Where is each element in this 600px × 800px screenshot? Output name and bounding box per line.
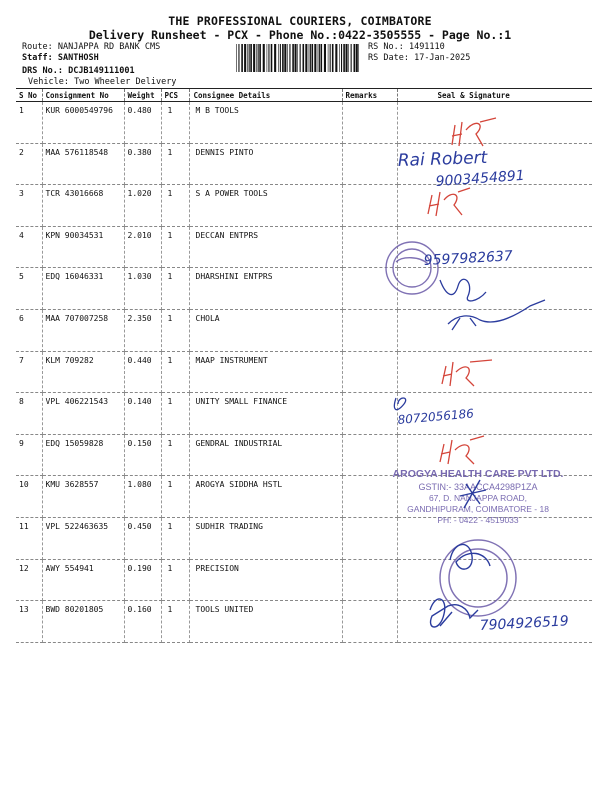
cell-sno: 7 [16,351,42,393]
cell-remarks [342,434,397,476]
table-row [16,517,592,559]
cell-consignee: UNITY SMALL FINANCE [189,393,342,435]
drs-label: DRS No.: [22,66,63,76]
barcode-bar [318,44,319,72]
rs-no-line [368,42,445,53]
table-row [16,393,592,435]
cell-pcs: 1 [161,268,189,310]
barcode-bar [339,44,340,72]
cell-sno: 2 [16,143,42,185]
barcode-bar [284,44,286,72]
barcode-bar [295,44,297,72]
cell-sno: 4 [16,226,42,268]
barcode-bar [303,44,305,72]
cell-remarks [342,185,397,227]
barcode-bar [247,44,248,72]
cell-pcs: 1 [161,102,189,144]
table-row [16,102,592,144]
drs-line [22,66,135,77]
cell-consignment-no: VPL 406221543 [42,393,124,435]
table-row [16,143,592,185]
cell-consignee: DECCAN ENTPRS [189,226,342,268]
barcode-bar [305,44,307,72]
barcode-bar [280,44,281,72]
cell-sno: 5 [16,268,42,310]
cell-sno: 1 [16,102,42,144]
barcode-bar [314,44,316,72]
col-header-consignment: Consignment No [42,89,124,102]
cell-remarks [342,351,397,393]
cell-pcs: 1 [161,309,189,351]
cell-seal-signature [397,476,592,518]
barcode-bar [328,44,329,72]
barcode-bar [346,44,348,72]
runsheet-table [16,88,592,643]
barcode-bar [341,44,342,72]
cell-consignment-no: KMU 3628557 [42,476,124,518]
staff-line [22,53,99,64]
barcode-bar [354,44,356,72]
cell-seal-signature [397,309,592,351]
cell-sno: 12 [16,559,42,601]
barcode [236,44,360,72]
barcode-bar [236,44,237,72]
cell-remarks [342,226,397,268]
cell-consignment-no: VPL 522463635 [42,517,124,559]
handwritten-phone-row-8: 8072056186 [397,406,475,427]
cell-consignment-no: TCR 43016668 [42,185,124,227]
cell-weight: 0.160 [124,601,161,643]
cell-pcs: 1 [161,601,189,643]
cell-seal-signature [397,393,592,435]
cell-weight: 2.350 [124,309,161,351]
barcode-bar [258,44,259,72]
barcode-bar [324,44,326,72]
cell-remarks [342,309,397,351]
cell-seal-signature [397,351,592,393]
drs-value: DCJB149111001 [68,66,135,76]
table-row [16,601,592,643]
cell-consignment-no: MAA 707007258 [42,309,124,351]
table-row [16,476,592,518]
barcode-bar [330,44,331,72]
cell-sno: 6 [16,309,42,351]
table-row [16,268,592,310]
cell-consignee: S A POWER TOOLS [189,185,342,227]
cell-consignee: DHARSHINI ENTPRS [189,268,342,310]
cell-weight: 0.190 [124,559,161,601]
vehicle-value: Two Wheeler Delivery [74,77,177,87]
cell-remarks [342,268,397,310]
cell-pcs: 1 [161,434,189,476]
cell-consignment-no: KLM 709282 [42,351,124,393]
barcode-bar [332,44,334,72]
table-row [16,559,592,601]
cell-weight: 0.440 [124,351,161,393]
cell-seal-signature [397,143,592,185]
barcode-bar [351,44,352,72]
cell-pcs: 1 [161,393,189,435]
cell-pcs: 1 [161,185,189,227]
barcode-bar [244,44,246,72]
barcode-bar [287,44,288,72]
barcode-bar [241,44,243,72]
route-label: Route: [22,42,53,52]
cell-consignment-no: KUR 6000549796 [42,102,124,144]
vehicle-line [28,77,176,88]
barcode-bar [297,44,298,72]
barcode-bar [253,44,255,72]
barcode-bar [282,44,284,72]
barcode-bar [309,44,310,72]
cell-weight: 2.010 [124,226,161,268]
cell-consignment-no: KPN 90034531 [42,226,124,268]
cell-remarks [342,559,397,601]
cell-remarks [342,517,397,559]
table-row [16,226,592,268]
barcode-bar [256,44,257,72]
stamp-address-1: 67, D. NANJAPPA ROAD, [428,493,528,503]
cell-pcs: 1 [161,226,189,268]
handwritten-phone-row-5: 9597982637 [423,248,514,269]
handwritten-name: Rai Robert [397,147,488,171]
cell-pcs: 1 [161,143,189,185]
cell-pcs: 1 [161,351,189,393]
cell-seal-signature [397,601,592,643]
cell-seal-signature [397,434,592,476]
cell-remarks [342,102,397,144]
cell-weight: 1.030 [124,268,161,310]
cell-pcs: 1 [161,476,189,518]
cell-consignee: TOOLS UNITED [189,601,342,643]
stamp-phone: PH: - 0422 - 4519033 [437,515,519,525]
stamp-company-name: AROGYA HEALTH CARE PVT LTD. [392,468,564,480]
barcode-bar [238,44,239,72]
barcode-bar [259,44,261,72]
stamp-gstin: GSTIN:- 33AACCA4298P1ZA [418,482,538,492]
cell-seal-signature [397,268,592,310]
cell-consignee: AROGYA SIDDHA HSTL [189,476,342,518]
col-header-sno: S No [16,89,42,102]
cell-consignee: M B TOOLS [189,102,342,144]
barcode-bar [278,44,279,72]
handwritten-phone-row-13: 7904926519 [479,613,570,634]
rs-date-value: 17-Jan-2025 [414,53,471,63]
barcode-bar [289,44,290,72]
barcode-bar [292,44,294,72]
cell-consignment-no: BWD 80201805 [42,601,124,643]
barcode-bar [268,44,269,72]
col-header-consignee: Consignee Details [189,89,342,102]
cell-consignment-no: EDQ 15059828 [42,434,124,476]
table-row [16,351,592,393]
cell-weight: 1.020 [124,185,161,227]
page-subtitle: Delivery Runsheet - PCX - Phone No.:0422-3505555 - Page No.:1 [88,28,512,42]
cell-consignee: GENDRAL INDUSTRIAL [189,434,342,476]
col-header-seal-signature: Seal & Signature [397,89,592,102]
rs-date-label: RS Date: [368,53,409,63]
cell-sno: 3 [16,185,42,227]
cell-seal-signature [397,517,592,559]
cell-consignee: DENNIS PINTO [189,143,342,185]
barcode-bar [274,44,276,72]
route-value: NANJAPPA RD BANK CMS [57,42,161,52]
cell-weight: 0.380 [124,143,161,185]
barcode-bar [312,44,314,72]
cell-remarks [342,601,397,643]
staff-value: SANTHOSH [57,53,99,63]
table-row [16,309,592,351]
cell-seal-signature [397,559,592,601]
cell-sno: 9 [16,434,42,476]
route-line [22,42,160,53]
rs-no-label: RS No.: [368,42,404,52]
cell-sno: 11 [16,517,42,559]
cell-weight: 0.450 [124,517,161,559]
barcode-bar [343,44,345,72]
barcode-bar [356,44,358,72]
cell-sno: 10 [16,476,42,518]
cell-seal-signature [397,226,592,268]
cell-weight: 0.140 [124,393,161,435]
handwritten-phone-row-2: 9003454891 [435,167,526,190]
barcode-bar [250,44,252,72]
rs-date-line [368,53,470,64]
cell-consignee: MAAP INSTRUMENT [189,351,342,393]
table-header-row [16,89,592,102]
staff-label: Staff: [22,53,53,63]
page-title: THE PROFESSIONAL COURIERS, COIMBATORE [168,14,432,28]
table-row [16,185,592,227]
cell-consignment-no: EDQ 16046331 [42,268,124,310]
barcode-bar [263,44,265,72]
barcode-bar [335,44,337,72]
cell-consignee: CHOLA [189,309,342,351]
cell-remarks [342,143,397,185]
stamp-address-2: GANDHIPURAM, COIMBATORE - 18 [407,504,549,514]
cell-remarks [342,476,397,518]
cell-consignment-no: AWY 554941 [42,559,124,601]
barcode-bar [267,44,268,72]
cell-consignee: PRECISION [189,559,342,601]
cell-pcs: 1 [161,517,189,559]
cell-seal-signature [397,185,592,227]
barcode-bar [348,44,349,72]
vehicle-label: Vehicle: [28,77,69,87]
barcode-bar [358,44,359,72]
table-row [16,434,592,476]
cell-consignee: SUDHIR TRADING [189,517,342,559]
cell-weight: 0.480 [124,102,161,144]
barcode-bar [321,44,323,72]
col-header-weight: Weight [124,89,161,102]
rs-no-value: 1491110 [408,42,445,52]
barcode-bar [300,44,301,72]
cell-sno: 8 [16,393,42,435]
col-header-remarks: Remarks [342,89,397,102]
cell-sno: 13 [16,601,42,643]
barcode-bar [319,44,320,72]
barcode-bar [249,44,250,72]
barcode-bar [310,44,311,72]
cell-seal-signature [397,102,592,144]
cell-consignment-no: MAA 576118548 [42,143,124,185]
cell-weight: 1.080 [124,476,161,518]
barcode-bar [271,44,273,72]
cell-pcs: 1 [161,559,189,601]
col-header-pcs: PCS [161,89,189,102]
cell-weight: 0.150 [124,434,161,476]
cell-remarks [342,393,397,435]
